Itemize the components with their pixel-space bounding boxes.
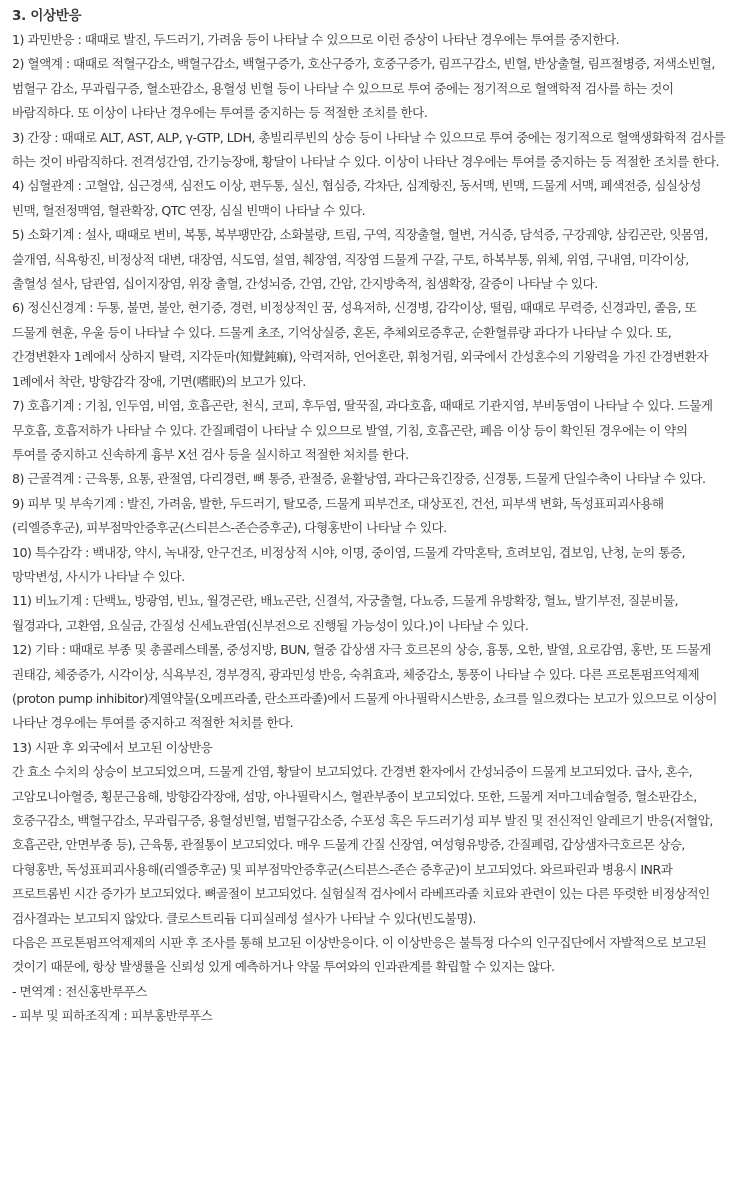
paragraph-urinary: 11) 비뇨기계 : 단백뇨, 방광염, 빈뇨, 월경곤란, 배뇨곤란, 신결석, 자궁출혈, 다뇨증, 드물게 유방확장, 혈뇨, 발기부전, 질분비물, 월경과다, 고환염, 요실금, 간질성 신세뇨관염(신부전으로 진행될 가능성이 있다.)이 나타날 수 있다. <box>12 593 679 633</box>
paragraph-other: 12) 기타 : 때때로 부종 및 총콜레스테롤, 중성지방, BUN, 혈중 갑상샘 자극 호르몬의 상승, 흉통, 오한, 발열, 요로감염, 홍반, 또 드물게 권태감, 체중증가, 시각이상, 식욕부진, 경부경직, 광과민성 반응, 숙취효과, 체중감소, 통풍이 나타날 수 있다. 다른 프로톤펌프억제제(proton pump inhibitor)계열약물(오메프라졸, 란소프라졸)에서 드물게 아나필락시스반응, 쇼크를 일으켰다는 보고가 있으므로 이상이 나타난 경우에는 투여를 중지하고 적절한 처치를 한다. <box>12 642 717 731</box>
paragraph-ppi-survey: 다음은 프로톤펌프억제제의 시판 후 조사를 통해 보고된 이상반응이다. 이 이상반응은 불특정 다수의 인구집단에서 자발적으로 보고된 것이기 때문에, 항상 발생률을 신뢰성 있게 예측하거나 약물 투여와의 인과관계를 확립할 수 있지는 않다. <box>12 935 707 975</box>
list-item-immune: - 면역계 : 전신홍반루푸스 <box>12 983 147 999</box>
paragraph-hypersensitivity: 1) 과민반응 : 때때로 발진, 두드러기, 가려움 등이 나타날 수 있으므로 이런 증상이 나타난 경우에는 투여를 중지한다. <box>12 32 620 47</box>
paragraph-respiratory: 7) 호흡기계 : 기침, 인두염, 비염, 호흡곤란, 천식, 코피, 후두염, 딸꾹질, 과다호흡, 때때로 기관지염, 부비동염이 나타날 수 있다. 드물게 무호흡, 호흡저하가 나타날 수 있다. 간질폐렴이 나타날 수 있으므로 발열, 기침, 호흡곤란, 폐음 이상 등이 확인된 경우에는 이 약의 투여를 중지하고 신속하게 흉부 X선 검사 등을 실시하고 적절한 처치를 한다. <box>12 398 713 462</box>
paragraph-digestive: 5) 소화기계 : 설사, 때때로 변비, 복통, 복부팽만감, 소화불량, 트림, 구역, 직장출혈, 혈변, 거식증, 담석증, 구강궤양, 삼킴곤란, 잇몸염, 쓸개염, 식욕항진, 비정상적 대변, 대장염, 식도염, 설염, 췌장염, 직장염 드물게 구갈, 구토, 하복부통, 위체, 위염, 구내염, 미각이상, 출혈성 설사, 담관염, 십이지장염, 위장 출혈, 간성뇌증, 간염, 간암, 간지방축적, 침샘확장, 갈증이 나타날 수 있다. <box>12 227 708 292</box>
paragraph-musculoskeletal: 8) 근골격계 : 근육통, 요통, 관절염, 다리경련, 뼈 통증, 관절증, 윤활낭염, 과다근육긴장증, 신경통, 드물게 단일수축이 나타날 수 있다. <box>12 471 706 487</box>
list-item-skin-subcutaneous: - 피부 및 피하조직계 : 피부홍반루푸스 <box>12 1008 213 1024</box>
paragraph-hematologic: 2) 혈액계 : 때때로 적혈구감소, 백혈구감소, 백혈구증가, 호산구증가, 호중구증가, 림프구감소, 빈혈, 반상출혈, 림프절병증, 저색소빈혈, 범혈구 감소, 무과립구증, 혈소판감소, 용혈성 빈혈 등이 나타날 수 있으므로 투여 중에는 정기적으로 혈액학적 검사를 하는 것이 바람직하다. 또 이상이 나타난 경우에는 투여를 중지하는 등 적절한 조치를 한다. <box>12 56 715 121</box>
paragraph-skin: 9) 피부 및 부속기계 : 발진, 가려움, 발한, 두드러기, 탈모증, 드물게 피부건조, 대상포진, 건선, 피부색 변화, 독성표피괴사용해(리엘증후군), 피부점막안증후군(스티븐스-존슨증후군), 다형홍반이 나타날 수 있다. <box>12 495 664 536</box>
paragraph-special-senses: 10) 특수감각 : 백내장, 약시, 녹내장, 안구건조, 비정상적 시야, 이명, 중이염, 드물게 각막혼탁, 흐려보임, 겹보임, 난청, 눈의 통증, 망막변성, 사시가 나타날 수 있다. <box>12 544 686 584</box>
paragraph-liver: 3) 간장 : 때때로 ALT, AST, ALP, γ-GTP, LDH, 총빌리루빈의 상승 등이 나타날 수 있으므로 투여 중에는 정기적으로 혈액생화학적 검사를 하는 것이 바람직하다. 전격성간염, 간기능장애, 황달이 나타날 수 있다. 이상이 나타난 경우에는 투여를 중지하는 등 적절한 조치를 한다. <box>12 129 726 170</box>
section-title: 3. 이상반응 <box>12 8 82 24</box>
paragraph-cardiovascular: 4) 심혈관계 : 고혈압, 심근경색, 심전도 이상, 편두통, 실신, 협심증, 각차단, 심계항진, 동서맥, 빈맥, 드물게 서맥, 폐색전증, 심실상성 빈맥, 혈전정맥염, 혈관확장, QTC 연장, 심실 빈맥이 나타날 수 있다. <box>12 178 701 218</box>
paragraph-postmarketing-heading: 13) 시판 후 외국에서 보고된 이상반응 <box>12 739 213 755</box>
paragraph-neuropsychiatric: 6) 정신신경계 : 두통, 불면, 불안, 현기증, 경련, 비정상적인 꿈, 성욕저하, 신경병, 감각이상, 떨림, 때때로 무력증, 신경과민, 졸음, 또 드물게 현훈, 우울 등이 나타날 수 있다. 드물게 초조, 기억상실증, 혼돈, 추체외로증후군, 순환혈류량 과다가 나타날 수 있다. 또, 간경변환자 1례에서 상하지 탈력, 지각둔마(知覺鈍痲), 악력저하, 언어혼란, 휘청거림, 외국에서 간성혼수의 기왕력을 가진 간경변환자 1례에서 착란, 방향감각 장애, 기면(嗜眠)의 보고가 있다. <box>12 300 708 389</box>
paragraph-postmarketing-body: 간 효소 수치의 상승이 보고되었으며, 드물게 간염, 황달이 보고되었다. 간경변 환자에서 간성뇌증이 드물게 보고되었다. 급사, 혼수, 고암모니아혈증, 횡문근융해, 방향감각장애, 섬망, 아나필락시스, 혈관부종이 보고되었다. 또한, 드물게 저마그네슘혈증, 혈소판감소, 호중구감소, 백혈구감소, 무과립구증, 용혈성빈혈, 범혈구감소증, 수포성 혹은 두드러기성 피부 발진 및 전신적인 알레르기 반응(저혈압, 호흡곤란, 안면부종 등), 근육통, 관절통이 보고되었다. 매우 드물게 간질 신장염, 여성형유방증, 간질폐렴, 갑상샘자극호르몬 상승, 다형홍반, 독성표피괴사용해(리엘증후군) 및 피부점막안증후군(스티븐스-존슨 증후군)이 보고되었다. 와르파린과 병용시 INR과 프로트롬빈 시간 증가가 보고되었다. 뼈골절이 보고되었다. 실험실적 검사에서 라베프라졸 치료와 관련이 있는 다른 뚜렷한 비정상적인 검사결과는 보고되지 않았다. 클로스트리듐 디피실레성 설사가 나타날 수 있다(빈도불명). <box>12 764 713 926</box>
